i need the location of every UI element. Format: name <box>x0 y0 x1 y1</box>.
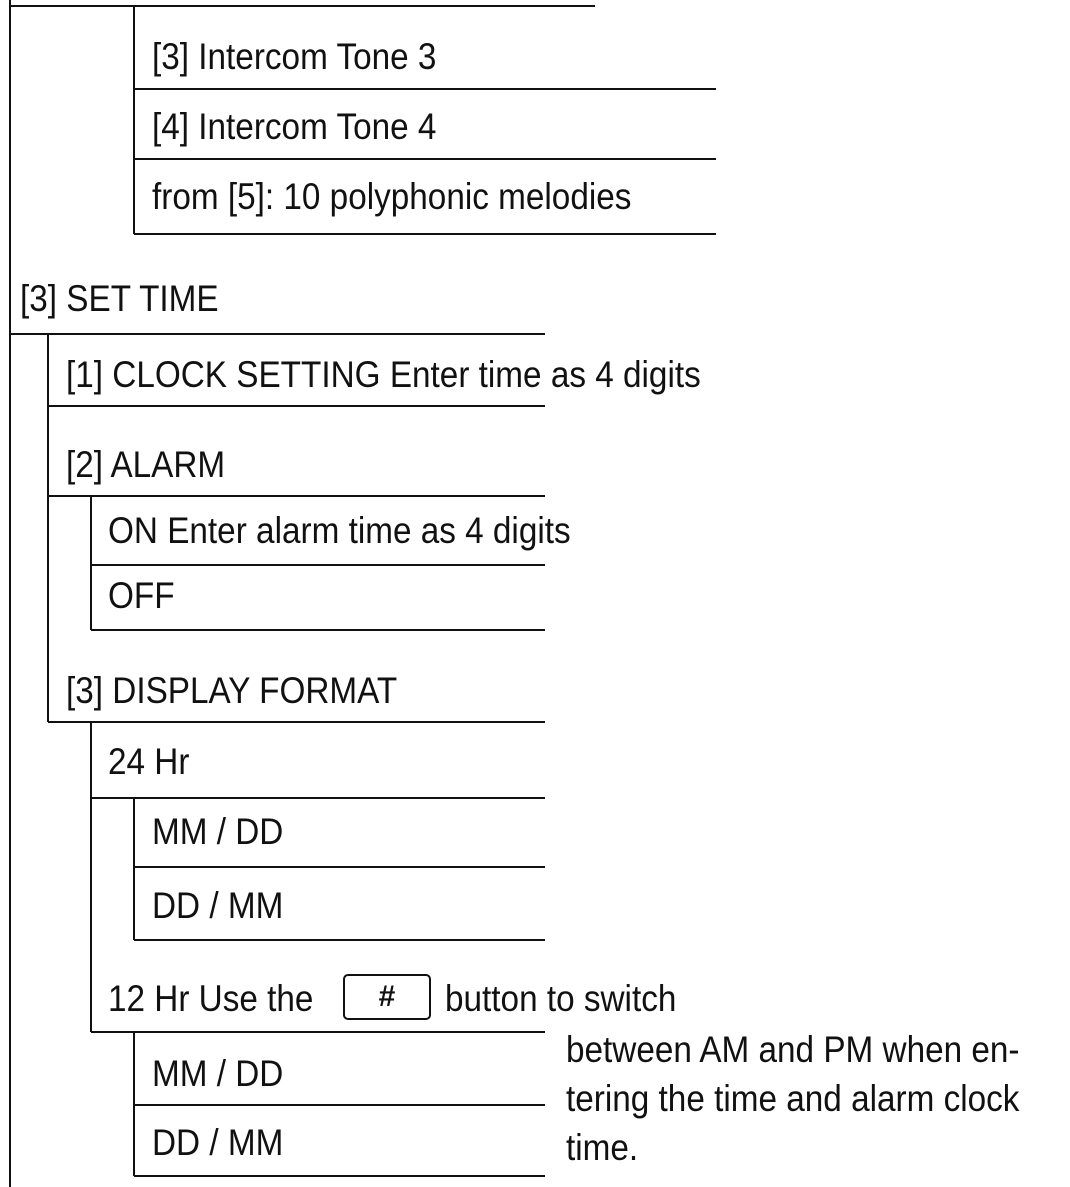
hr24-label: 24 Hr <box>108 741 190 782</box>
hr12-label: 12 Hr Use the <box>108 978 314 1019</box>
am-pm-note-line-3: time. <box>566 1127 639 1168</box>
tone-4-label: [4] Intercom Tone 4 <box>152 106 437 147</box>
hr12-mmdd-label: MM / DD <box>152 1053 284 1094</box>
hr24-mmdd-label: MM / DD <box>152 811 284 852</box>
clock-setting-label: [1] CLOCK SETTING Enter time as 4 digits <box>66 354 701 395</box>
display-format-label: [3] DISPLAY FORMAT <box>66 670 398 711</box>
hr24-ddmm-label: DD / MM <box>152 885 284 926</box>
alarm-label: [2] ALARM <box>66 444 226 485</box>
set-time-label: [3] SET TIME <box>20 278 219 319</box>
alarm-off-label: OFF <box>108 575 175 616</box>
hr12-ddmm-label: DD / MM <box>152 1122 284 1163</box>
am-pm-note-line-2: tering the time and alarm clock <box>566 1078 1020 1119</box>
am-pm-note-line-1: between AM and PM when en- <box>566 1029 1020 1070</box>
hr12-switch-text: button to switch <box>445 978 677 1019</box>
tone-3-label: [3] Intercom Tone 3 <box>152 36 437 77</box>
hash-key-icon: # <box>343 974 431 1020</box>
polyphonic-melodies-label: from [5]: 10 polyphonic melodies <box>152 176 632 217</box>
alarm-on-label: ON Enter alarm time as 4 digits <box>108 510 571 551</box>
